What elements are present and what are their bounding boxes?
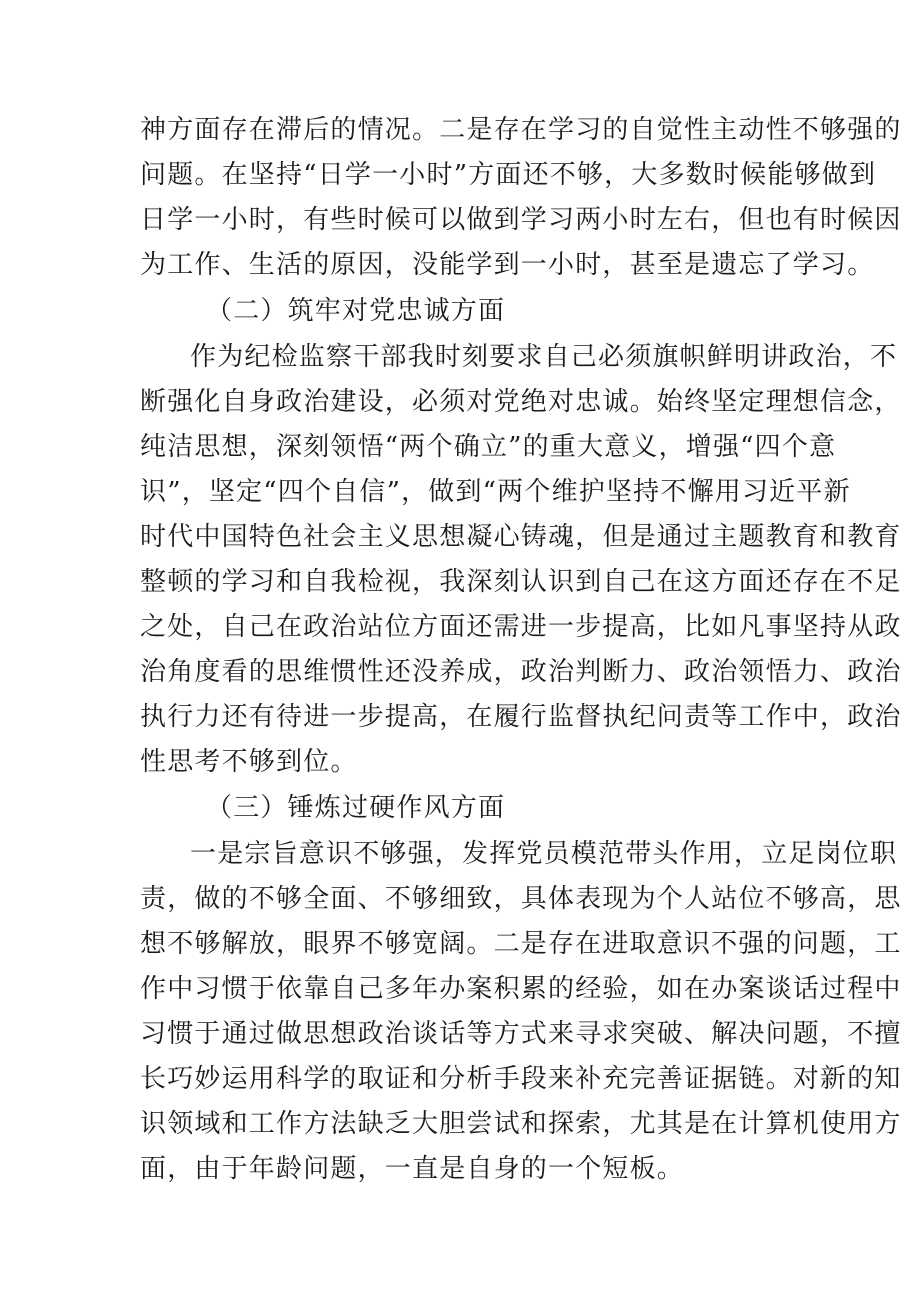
paragraph-line: 想不够解放，眼界不够宽阔。二是存在进取意识不强的问题，工 <box>140 929 902 959</box>
paragraph-line: 日学一小时，有些时候可以做到学习两小时左右，但也有时候因 <box>140 205 902 235</box>
paragraph-line: 神方面存在滞后的情况。二是存在学习的自觉性主动性不够强的 <box>140 115 902 145</box>
paragraph-line: 问题。在坚持“日学一小时”方面还不够，大多数时候能够做到 <box>140 160 877 190</box>
paragraph-line: 之处，自己在政治站位方面还需进一步提高，比如凡事坚持从政 <box>140 612 902 642</box>
paragraph-line: 作中习惯于依靠自己多年办案积累的经验，如在办案谈话过程中 <box>140 974 902 1004</box>
paragraph-line: 治角度看的思维惯性还没养成，政治判断力、政治领悟力、政治 <box>140 657 902 687</box>
paragraph-line: 面，由于年龄问题，一直是自身的一个短板。 <box>140 1154 685 1184</box>
paragraph-line: 识”，坚定“四个自信”，做到“两个维护坚持不懈用习近平新 <box>140 477 851 507</box>
section-heading-3: （三）锤炼过硬作风方面 <box>206 793 506 823</box>
paragraph-line: 断强化自身政治建设，必须对党绝对忠诚。始终坚定理想信念， <box>140 387 902 417</box>
paragraph-line: 作为纪检监察干部我时刻要求自己必须旗帜鲜明讲政治，不 <box>190 342 898 372</box>
paragraph-line: 为工作、生活的原因，没能学到一小时，甚至是遗忘了学习。 <box>140 250 875 280</box>
paragraph-line: 识领域和工作方法缺乏大胆尝试和探索，尤其是在计算机使用方 <box>140 1109 902 1139</box>
paragraph-line: 整顿的学习和自我检视，我深刻认识到自己在这方面还存在不足 <box>140 567 902 597</box>
paragraph-line: 习惯于通过做思想政治谈话等方式来寻求突破、解决问题，不擅 <box>140 1019 902 1049</box>
paragraph-line: 时代中国特色社会主义思想凝心铸魂，但是通过主题教育和教育 <box>140 522 902 552</box>
paragraph-line: 纯洁思想，深刻领悟“两个确立”的重大意义，增强“四个意 <box>140 432 837 462</box>
paragraph-line: 性思考不够到位。 <box>140 747 358 777</box>
paragraph-line: 执行力还有待进一步提高，在履行监督执纪问责等工作中，政治 <box>140 702 902 732</box>
section-heading-2: （二）筑牢对党忠诚方面 <box>206 296 506 326</box>
paragraph-line: 一是宗旨意识不够强，发挥党员模范带头作用，立足岗位职 <box>190 839 898 869</box>
paragraph-line: 责，做的不够全面、不够细致，具体表现为个人站位不够高，思 <box>140 884 902 914</box>
paragraph-line: 长巧妙运用科学的取证和分析手段来补充完善证据链。对新的知 <box>140 1064 902 1094</box>
